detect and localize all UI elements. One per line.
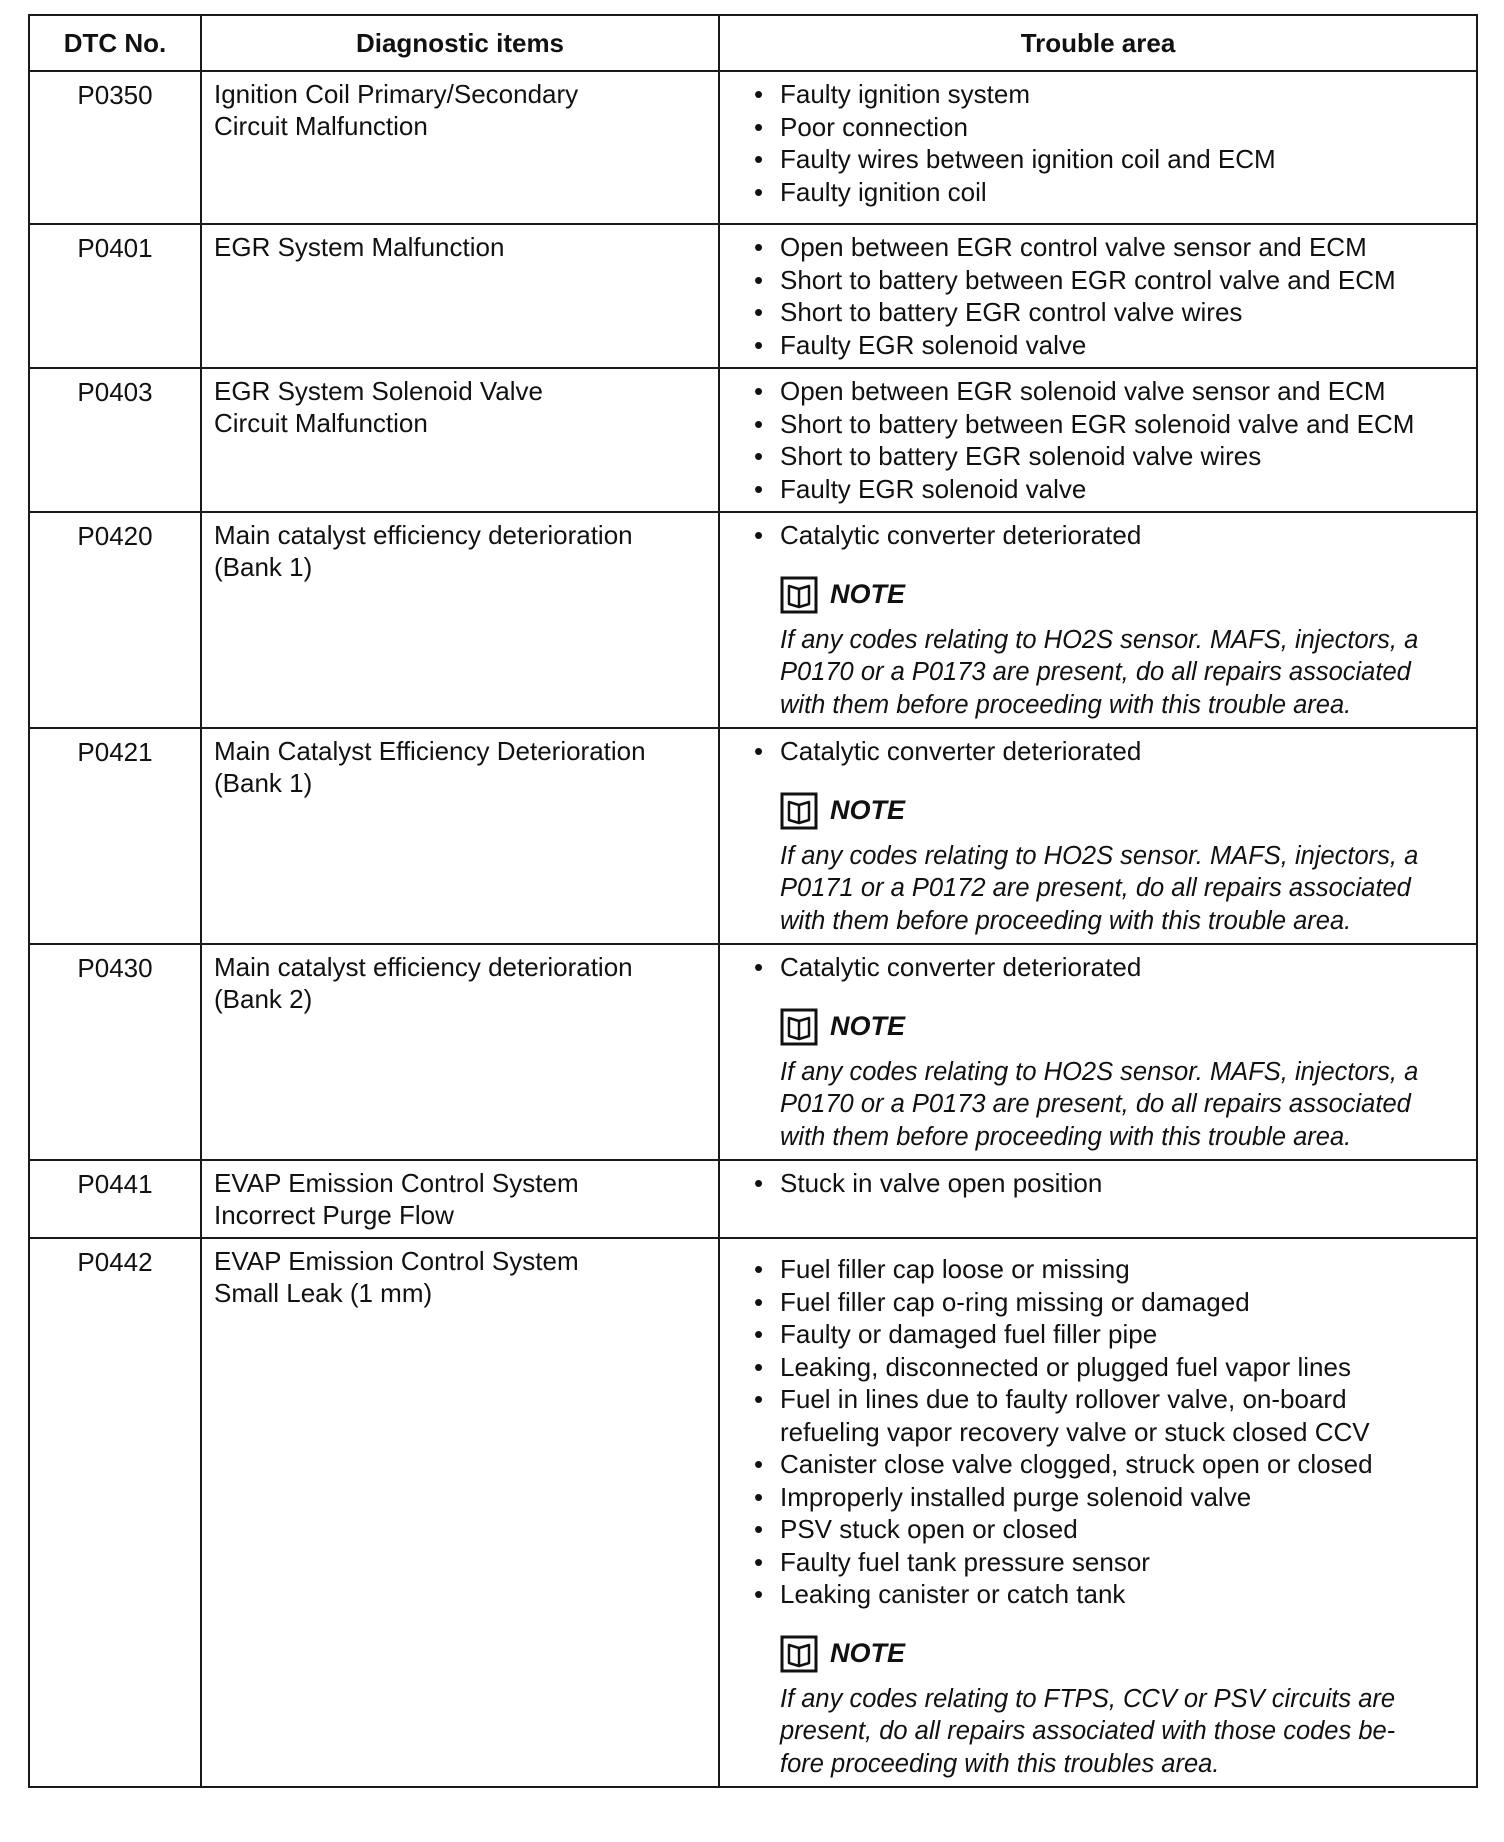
diagnostic-item-cell [201, 1238, 719, 1787]
note-line: present, do all repairs associated with those codes be- [780, 1717, 1396, 1745]
trouble-area-cell [719, 1238, 1477, 1787]
bullet-dot: • [754, 1546, 764, 1577]
trouble-item-text: Short to battery EGR control valve wires [780, 297, 1243, 327]
trouble-item-text: Short to battery between EGR solenoid valve and ECM [780, 408, 1415, 439]
header-row [29, 15, 1477, 71]
bullet-dot: • [754, 176, 764, 207]
trouble-item-text: Leaking, disconnected or plugged fuel vapor lines [780, 1351, 1351, 1382]
bullet-dot: • [754, 952, 764, 982]
table-row [29, 368, 1477, 512]
table-row [29, 1238, 1477, 1787]
trouble-item-text: Faulty ignition coil [780, 176, 987, 207]
header-dtc-no: DTC No. [29, 15, 201, 71]
note-line: If any codes relating to FTPS, CCV or PSV circuits are [780, 1684, 1396, 1713]
trouble-item [750, 1513, 1466, 1546]
note-header [750, 1631, 1466, 1677]
note-block [750, 572, 1466, 722]
note-text [750, 840, 1466, 938]
bullet-dot: • [754, 1286, 764, 1317]
trouble-item [750, 329, 1466, 362]
trouble-area-cell [719, 368, 1477, 512]
bullet-dot: • [754, 1351, 764, 1382]
trouble-item [750, 264, 1466, 297]
trouble-item [750, 143, 1466, 176]
diagnostic-item-cell [201, 728, 719, 944]
note-label: NOTE [830, 795, 906, 825]
note-text [750, 1683, 1466, 1781]
table-body [29, 71, 1477, 1787]
trouble-area-cell [719, 512, 1477, 728]
trouble-item [750, 1481, 1466, 1514]
trouble-item-text: Faulty EGR solenoid valve [780, 473, 1087, 504]
dtc-code-cell: P0430 [29, 944, 201, 1160]
trouble-item [750, 231, 1466, 264]
note-block [750, 788, 1466, 938]
trouble-item [750, 408, 1466, 441]
diagnostic-item-line: EGR System Malfunction [214, 232, 505, 262]
bullet-dot: • [754, 473, 764, 504]
table-row [29, 1160, 1477, 1238]
trouble-area-cell [719, 71, 1477, 224]
bullet-dot: • [754, 1579, 764, 1609]
note-block [750, 1631, 1466, 1781]
diagnostic-item-cell [201, 512, 719, 728]
trouble-item-text: PSV stuck open or closed [780, 1514, 1078, 1544]
bullet-dot: • [754, 1449, 764, 1479]
note-book-icon [780, 1635, 818, 1673]
table-row [29, 512, 1477, 728]
trouble-item [750, 519, 1466, 552]
note-header [750, 788, 1466, 834]
bullet-dot: • [754, 1514, 764, 1544]
trouble-item-text: Poor connection [780, 111, 968, 142]
diagnostic-item-line: (Bank 1) [214, 552, 313, 582]
dtc-code-cell: P0401 [29, 224, 201, 368]
diagnostic-item-cell [201, 224, 719, 368]
trouble-item-text: Fuel in lines due to faulty rollover valve, on-board refueling vapor recovery valve or stuck closed CCV [780, 1384, 1370, 1447]
bullet-dot: • [754, 144, 764, 174]
trouble-item [750, 1167, 1466, 1200]
diagnostic-item-line: Circuit Malfunction [214, 111, 428, 141]
note-book-icon [780, 1008, 818, 1046]
table-row [29, 224, 1477, 368]
bullet-dot: • [754, 232, 764, 262]
trouble-item-text: Short to battery EGR solenoid valve wires [780, 441, 1262, 471]
trouble-item [750, 1578, 1466, 1611]
trouble-item [750, 1448, 1466, 1481]
note-label: NOTE [830, 1638, 906, 1668]
trouble-item [750, 1286, 1466, 1319]
trouble-item [750, 951, 1466, 984]
dtc-table [28, 14, 1478, 1788]
bullet-dot: • [754, 329, 764, 360]
trouble-item [750, 111, 1466, 144]
trouble-item-text: Catalytic converter deteriorated [780, 736, 1142, 766]
trouble-list [750, 735, 1466, 768]
trouble-item [750, 473, 1466, 506]
header-diagnostic-items: Diagnostic items [201, 15, 719, 71]
trouble-item-text: Leaking canister or catch tank [780, 1579, 1126, 1609]
note-line: If any codes relating to HO2S sensor. MAFS, injectors, a [780, 841, 1419, 870]
note-header [750, 1004, 1466, 1050]
note-book-icon [780, 792, 818, 830]
dtc-code-cell: P0350 [29, 71, 201, 224]
note-book-icon [780, 576, 818, 614]
bullet-dot: • [754, 1481, 764, 1512]
trouble-list [750, 1167, 1466, 1200]
trouble-item [750, 1253, 1466, 1286]
trouble-list [750, 231, 1466, 361]
trouble-item-text: Faulty wires between ignition coil and ECM [780, 144, 1276, 174]
trouble-item [750, 1383, 1466, 1448]
trouble-item [750, 1546, 1466, 1579]
trouble-item [750, 78, 1466, 111]
diagnostic-item-line: Circuit Malfunction [214, 408, 428, 438]
bullet-dot: • [754, 408, 764, 439]
trouble-list [750, 375, 1466, 505]
table-row [29, 728, 1477, 944]
diagnostic-item-line: (Bank 2) [214, 984, 313, 1014]
dtc-code-cell: P0420 [29, 512, 201, 728]
bullet-dot: • [754, 111, 764, 142]
trouble-item-text: Improperly installed purge solenoid valve [780, 1481, 1252, 1512]
note-line: with them before proceeding with this trouble area. [780, 906, 1352, 935]
diagnostic-item-cell [201, 368, 719, 512]
note-line: If any codes relating to HO2S sensor. MAFS, injectors, a [780, 625, 1419, 654]
note-header [750, 572, 1466, 618]
note-line: If any codes relating to HO2S sensor. MAFS, injectors, a [780, 1057, 1419, 1086]
note-line: with them before proceeding with this trouble area. [780, 1122, 1352, 1151]
trouble-item-text: Stuck in valve open position [780, 1168, 1103, 1198]
diagnostic-item-line: Small Leak (1 mm) [214, 1278, 433, 1308]
bullet-dot: • [754, 736, 764, 766]
trouble-item-text: Short to battery between EGR control valve and ECM [780, 264, 1396, 295]
trouble-list [750, 951, 1466, 984]
diagnostic-item-line: Main Catalyst Efficiency Deterioration [214, 736, 646, 766]
trouble-item [750, 176, 1466, 209]
bullet-dot: • [754, 520, 764, 550]
note-line: P0171 or a P0172 are present, do all repairs associated [780, 874, 1411, 902]
bullet-dot: • [754, 1254, 764, 1284]
dtc-code-cell: P0421 [29, 728, 201, 944]
trouble-item [750, 296, 1466, 329]
trouble-item [750, 1351, 1466, 1384]
diagnostic-item-cell [201, 1160, 719, 1238]
trouble-area-cell [719, 1160, 1477, 1238]
trouble-item [750, 375, 1466, 408]
diagnostic-item-line: EVAP Emission Control System [214, 1168, 579, 1198]
bullet-dot: • [754, 1319, 764, 1349]
diagnostic-item-line: Incorrect Purge Flow [214, 1200, 454, 1230]
trouble-item-text: Canister close valve clogged, struck open or closed [780, 1449, 1373, 1479]
trouble-item-text: Fuel filler cap o-ring missing or damaged [780, 1286, 1250, 1317]
trouble-list [750, 519, 1466, 552]
diagnostic-item-cell [201, 71, 719, 224]
trouble-item-text: Catalytic converter deteriorated [780, 952, 1142, 982]
trouble-item-text: Open between EGR control valve sensor and ECM [780, 232, 1367, 262]
trouble-area-cell [719, 728, 1477, 944]
trouble-item-text: Faulty EGR solenoid valve [780, 329, 1087, 360]
dtc-code-cell: P0442 [29, 1238, 201, 1787]
note-block [750, 1004, 1466, 1154]
dtc-code-cell: P0403 [29, 368, 201, 512]
trouble-item-text: Faulty or damaged fuel filler pipe [780, 1319, 1158, 1349]
trouble-item [750, 1318, 1466, 1351]
trouble-area-cell [719, 944, 1477, 1160]
diagnostic-item-line: EVAP Emission Control System [214, 1246, 579, 1276]
trouble-list [750, 78, 1466, 208]
note-label: NOTE [830, 1011, 906, 1041]
note-line: with them before proceeding with this trouble area. [780, 690, 1352, 719]
bullet-dot: • [754, 297, 764, 327]
diagnostic-item-line: Main catalyst efficiency deterioration [214, 952, 633, 982]
bullet-dot: • [754, 1168, 764, 1198]
trouble-item-text: Catalytic converter deteriorated [780, 520, 1142, 550]
diagnostic-item-line: (Bank 1) [214, 768, 313, 798]
bullet-dot: • [754, 79, 764, 109]
note-text [750, 1056, 1466, 1154]
diagnostic-item-line: Ignition Coil Primary/Secondary [214, 79, 579, 109]
trouble-item-text: Faulty fuel tank pressure sensor [780, 1546, 1150, 1577]
note-line: P0170 or a P0173 are present, do all repairs associated [780, 1090, 1411, 1118]
table-row [29, 71, 1477, 224]
trouble-area-cell [719, 224, 1477, 368]
note-label: NOTE [830, 579, 906, 609]
diagnostic-item-line: Main catalyst efficiency deterioration [214, 520, 633, 550]
trouble-item [750, 735, 1466, 768]
diagnostic-item-line: EGR System Solenoid Valve [214, 376, 543, 406]
table-row [29, 944, 1477, 1160]
bullet-dot: • [754, 376, 764, 406]
trouble-item [750, 440, 1466, 473]
header-trouble-area: Trouble area [719, 15, 1477, 71]
bullet-dot: • [754, 441, 764, 471]
trouble-item-text: Faulty ignition system [780, 79, 1030, 109]
trouble-item-text: Fuel filler cap loose or missing [780, 1254, 1130, 1284]
bullet-dot: • [754, 1384, 764, 1414]
bullet-dot: • [754, 264, 764, 295]
diagnostic-item-cell [201, 944, 719, 1160]
note-line: P0170 or a P0173 are present, do all repairs associated [780, 658, 1411, 686]
note-text [750, 624, 1466, 722]
note-line: fore proceeding with this troubles area. [780, 1749, 1220, 1778]
trouble-list [750, 1253, 1466, 1611]
trouble-item-text: Open between EGR solenoid valve sensor and ECM [780, 376, 1386, 406]
dtc-code-cell: P0441 [29, 1160, 201, 1238]
